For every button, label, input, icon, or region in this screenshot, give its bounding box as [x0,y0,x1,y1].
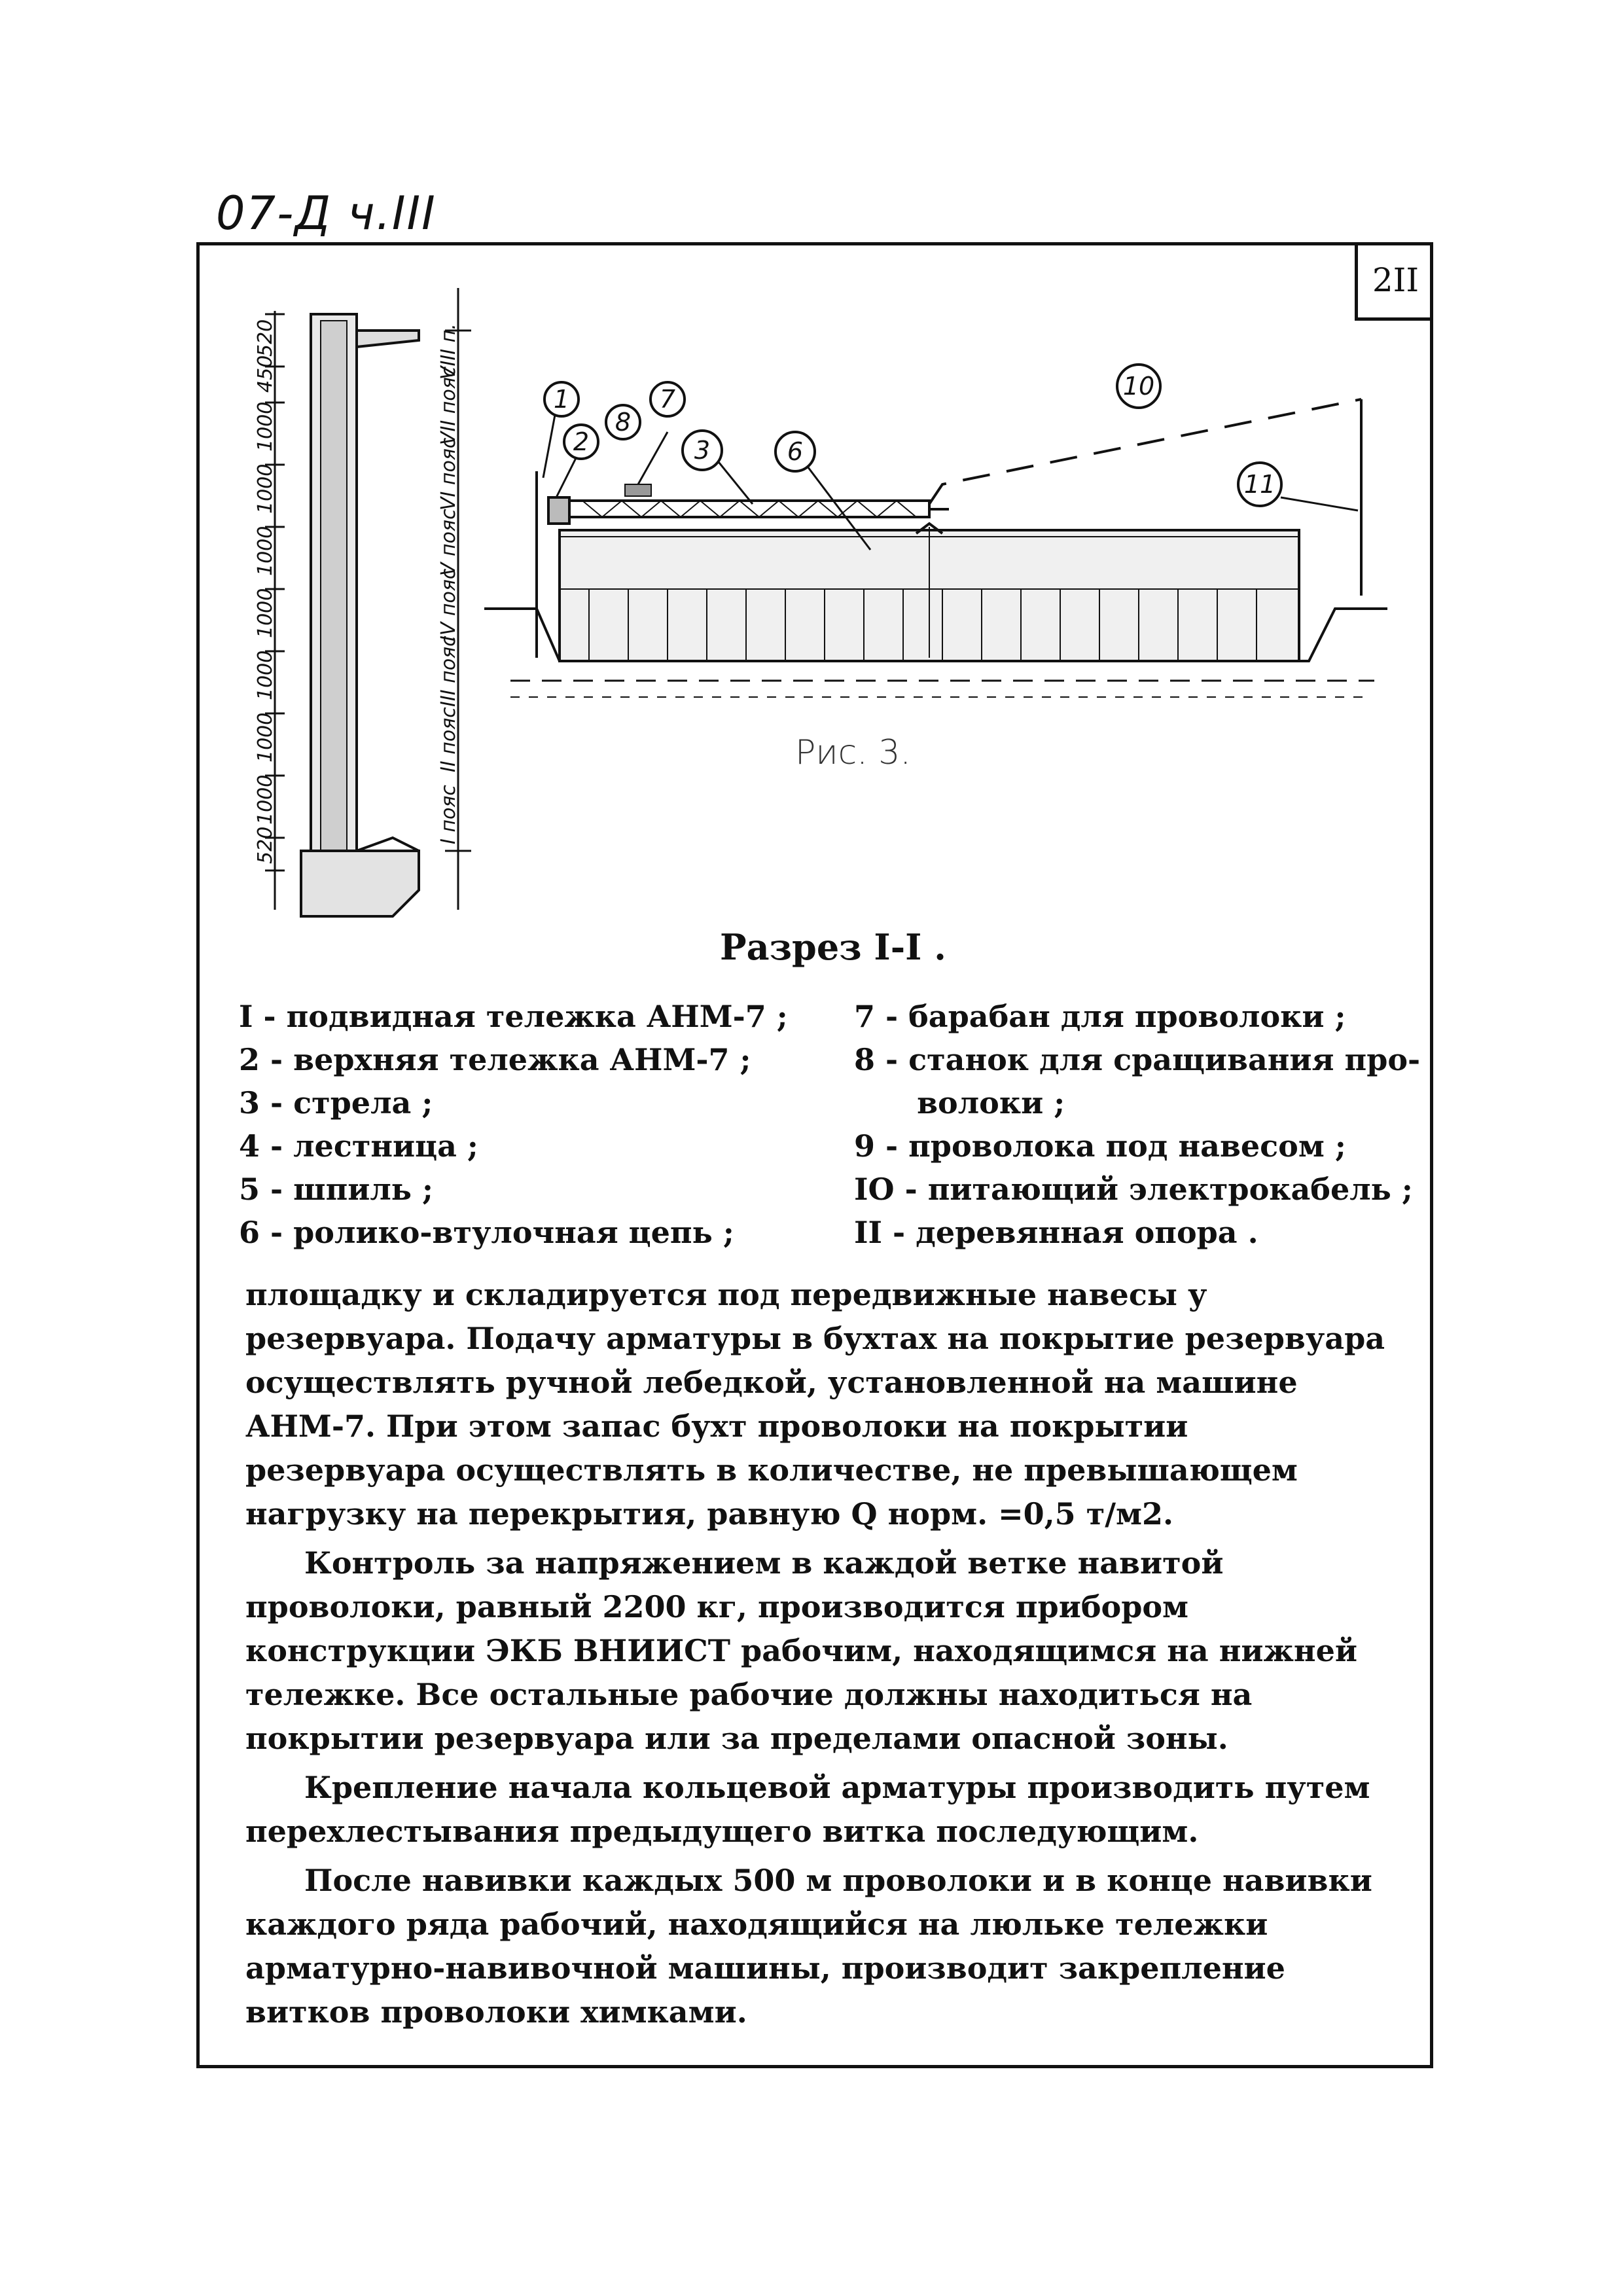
callout-circles [544,365,1281,506]
belt-label-5: V пояс [437,509,460,576]
legend-item: 4 - лестница ; [239,1128,478,1164]
callout-11: 11 [1243,470,1276,499]
callout-numbers [554,372,1275,499]
dim-1000-5: 1000 [254,526,277,576]
legend-item: волоки ; [854,1085,1065,1121]
callout-2: 2 [573,427,590,456]
paragraph: Контроль за напряжением в каждой ветке навитой проволоки, равный 2200 кг, производится прибором конструкции ЭКБ ВНИИСТ рабочим, находящимся на нижней тележке. Все остальные рабочие должны находиться на покрытии резервуара или за пределами опасной зоны. [245,1545,1357,1756]
belt-label-7: VII пояс [437,366,460,445]
legend-left [239,995,788,1254]
dim-520-bottom: 520 [254,826,277,864]
dim-1000-6: 1000 [254,463,277,514]
figure-caption: Рис. 3. [795,733,911,772]
dim-1000-7: 1000 [254,401,277,452]
callout-6: 6 [787,437,804,466]
legend-right [854,995,1420,1254]
belt-label-4: IV пояс [437,568,460,641]
callout-10: 10 [1122,372,1155,401]
legend-item: 9 - проволока под навесом ; [854,1128,1346,1164]
paragraph: Крепление начала кольцевой арматуры производить путем перехлестывания предыдущего витка последующим. [245,1770,1370,1849]
dim-1000-3: 1000 [254,650,277,700]
section-title: Разрез I-I . [720,926,946,968]
callout-8: 8 [615,408,632,437]
belt-labels [437,323,460,844]
document-code: 07-Д ч.III [216,187,437,240]
legend-item: 6 - ролико-втулочная цепь ; [239,1215,734,1250]
legend-item: IO - питающий электрокабель ; [854,1172,1413,1207]
belt-label-1: I пояс [437,785,460,844]
body-text [245,1273,1397,2039]
belt-label-2: II пояс [437,707,460,772]
legend-item: 5 - шпиль ; [239,1172,434,1207]
belt-label-3: III пояс [437,636,460,707]
wall-dimension-labels [254,319,277,864]
dim-1000-4: 1000 [254,588,277,638]
legend-item: I - подвидная тележка АНМ-7 ; [239,999,788,1034]
belt-label-8: VIII п. [437,323,460,380]
legend-item: 8 - станок для сращивания про- [854,1042,1421,1077]
dim-520-top: 520 [254,319,277,357]
dim-1000-1: 1000 [254,774,277,825]
paragraph: площадку и складируется под передвижные навесы у резервуара. Подачу арматуры в бухтах на покрытие резервуара осуществлять ручной лебедкой, установленной на машине АНМ-7. При этом запас бухт проволоки на покрытии резервуара осуществлять в количестве, не превышающем нагрузку на перекрытия, равную Q норм. =0,5 т/м2. [245,1277,1385,1532]
legend-item: 2 - верхняя тележка АНМ-7 ; [239,1042,751,1077]
dim-1000-2: 1000 [254,712,277,762]
belt-label-6: VI пояс [437,437,460,511]
paragraph: После навивки каждых 500 м проволоки и в конце навивки каждого ряда рабочий, находящийся на люльке тележки арматурно-навивочной машины, производит закрепление витков проволоки химками. [245,1863,1372,2030]
dim-450: 450 [254,355,277,393]
legend-item: II - деревянная опора . [854,1215,1258,1250]
callout-1: 1 [553,385,570,414]
legend-item: 7 - барабан для проволоки ; [854,999,1346,1034]
tank-elevation [484,530,1387,697]
page-number: 2II [1355,242,1433,321]
callout-3: 3 [694,436,711,465]
callout-7: 7 [659,385,676,414]
legend-item: 3 - стрела ; [239,1085,433,1121]
